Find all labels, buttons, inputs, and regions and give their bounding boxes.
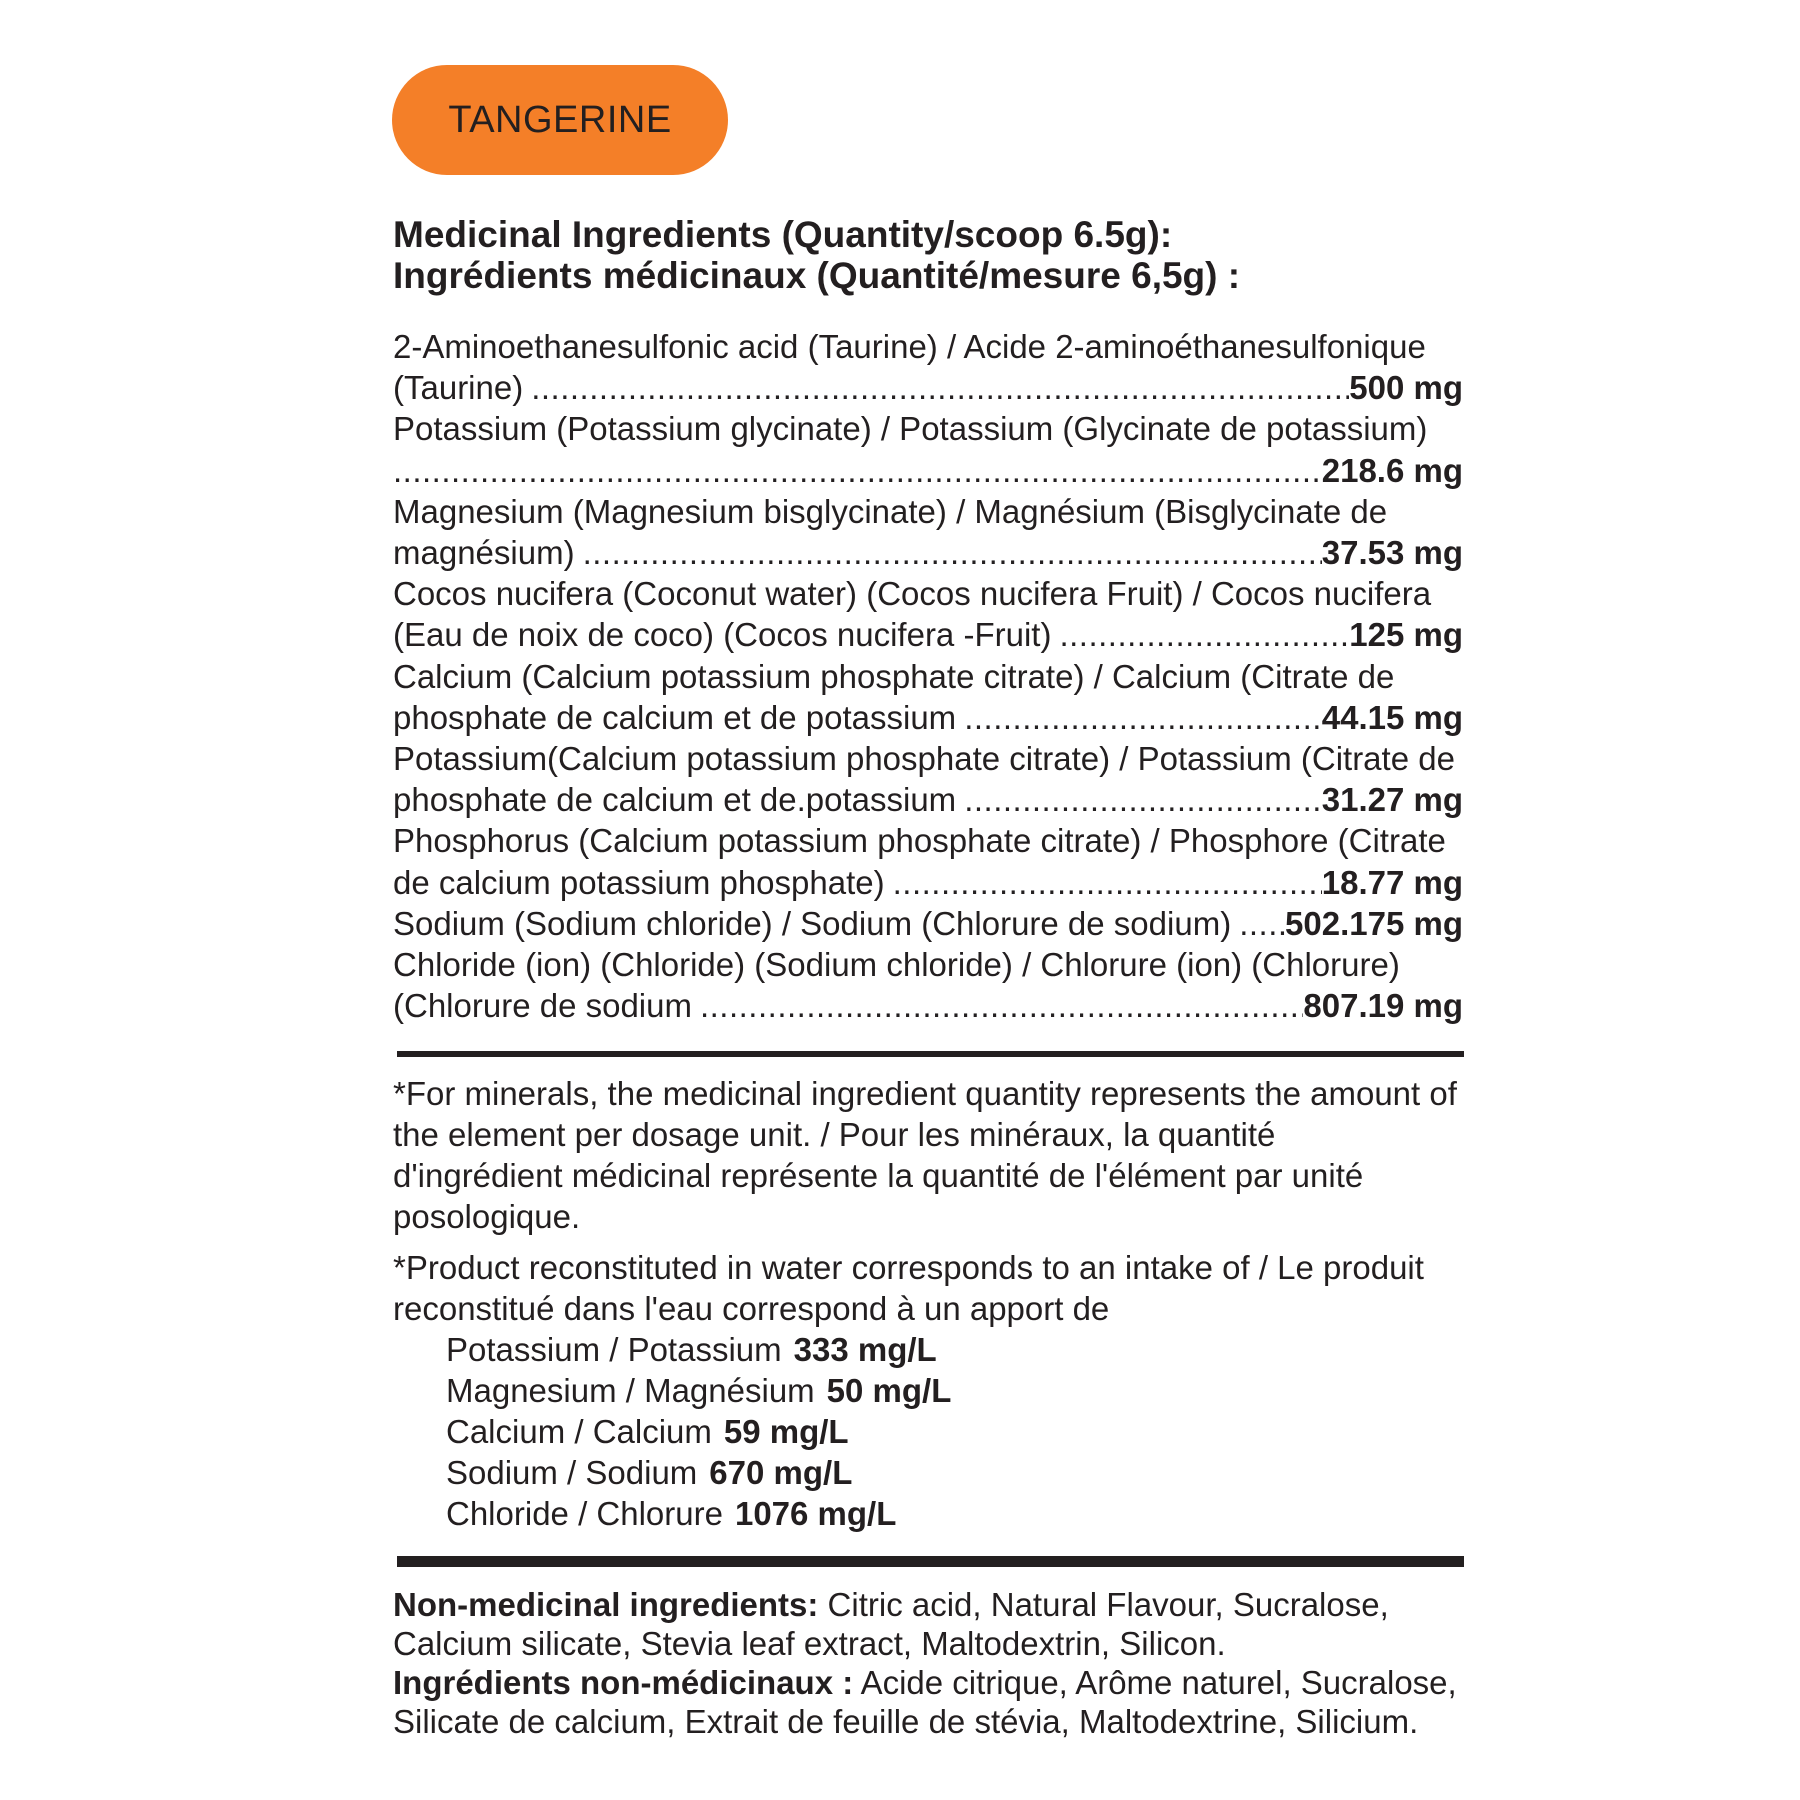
intake-value: 59 mg/L	[723, 1413, 849, 1450]
footnote-line: d'ingrédient médicinal représente la quantité de l'élément par unité	[393, 1157, 1364, 1194]
dot-leader	[583, 532, 1322, 573]
non-medicinal-french-text: Silicate de calcium, Extrait de feuille de stévia, Maltodextrine, Silicium.	[393, 1703, 1419, 1740]
ingredient-amount-line	[393, 532, 1463, 573]
intake-label: Magnesium / Magnésium	[446, 1372, 815, 1409]
non-medicinal-english-text: Calcium silicate, Stevia leaf extract, Maltodextrin, Silicon.	[393, 1625, 1226, 1662]
ingredient-amount: 218.6 mg	[1321, 451, 1463, 489]
dot-leader	[531, 367, 1349, 408]
footnote-line: *For minerals, the medicinal ingredient quantity represents the amount of	[393, 1075, 1457, 1112]
ingredient-amount-line	[393, 367, 1463, 408]
ingredient-text-line: magnésium)	[393, 534, 575, 572]
non-medicinal-french-text: Acide citrique, Arôme naturel, Sucralose,	[860, 1664, 1457, 1701]
footnote-line: the element per dosage unit. / Pour les minéraux, la quantité	[393, 1116, 1276, 1153]
dot-leader	[700, 985, 1303, 1026]
ingredient-text-line: Cocos nucifera (Coconut water) (Cocos nucifera Fruit) / Cocos nucifera	[393, 575, 1432, 613]
ingredient-item	[393, 738, 1463, 820]
non-medicinal-french-line	[393, 1663, 1463, 1702]
intake-value: 670 mg/L	[709, 1454, 853, 1491]
ingredient-amount: 125 mg	[1349, 616, 1463, 654]
intake-label: Sodium / Sodium	[446, 1454, 698, 1491]
ingredient-amount: 37.53 mg	[1321, 534, 1463, 572]
section-divider	[397, 1051, 1464, 1057]
footnotes	[393, 1073, 1463, 1544]
ingredient-text-line: Magnesium (Magnesium bisglycinate) / Magnésium (Bisglycinate de	[393, 492, 1388, 530]
dot-leader	[1059, 614, 1349, 655]
intake-value: 50 mg/L	[826, 1372, 952, 1409]
ingredient-list	[393, 326, 1463, 1026]
flavour-badge: TANGERINE	[392, 65, 728, 175]
heading-english: Medicinal Ingredients (Quantity/scoop 6.5g):	[393, 214, 1173, 255]
non-medicinal-english-label: Non-medicinal ingredients:	[393, 1586, 819, 1623]
intake-list	[409, 1329, 1463, 1534]
ingredient-amount: 44.15 mg	[1321, 698, 1463, 736]
medicinal-ingredients-heading	[393, 214, 1463, 296]
intake-row	[446, 1452, 1463, 1493]
intake-label: Potassium / Potassium	[446, 1331, 782, 1368]
intake-value: 1076 mg/L	[734, 1495, 897, 1532]
ingredient-item	[393, 573, 1463, 655]
intake-row	[446, 1370, 1463, 1411]
dot-leader	[393, 450, 1322, 491]
ingredient-item	[393, 408, 1463, 490]
ingredient-text-line: Calcium (Calcium potassium phosphate citrate) / Calcium (Citrate de	[393, 657, 1395, 695]
ingredient-item	[393, 820, 1463, 902]
non-medicinal-english-text: Citric acid, Natural Flavour, Sucralose,	[827, 1586, 1389, 1623]
dot-leader	[964, 779, 1322, 820]
ingredient-text-line: phosphate de calcium et de potassium	[393, 698, 957, 736]
footnote-minerals	[393, 1073, 1463, 1237]
ingredient-amount-line	[393, 779, 1463, 820]
dot-leader	[964, 697, 1322, 738]
footnote-line: reconstitué dans l'eau correspond à un apport de	[393, 1290, 1110, 1327]
footnote-line: posologique.	[393, 1198, 581, 1235]
ingredient-text-line: Potassium(Calcium potassium phosphate citrate) / Potassium (Citrate de	[393, 740, 1455, 778]
intake-row	[446, 1493, 1463, 1534]
heading-french: Ingrédients médicinaux (Quantité/mesure 6,5g) :	[393, 255, 1241, 296]
ingredient-amount-line	[393, 450, 1463, 491]
ingredient-amount: 31.27 mg	[1321, 781, 1463, 819]
intake-row	[446, 1411, 1463, 1452]
dot-leader	[1239, 903, 1285, 944]
ingredient-amount-line	[393, 614, 1463, 655]
ingredient-text-line: (Taurine)	[393, 369, 524, 407]
ingredient-text-line: (Chlorure de sodium	[393, 987, 692, 1025]
ingredient-amount-line	[393, 985, 1463, 1026]
non-medicinal-french-label: Ingrédients non-médicinaux :	[393, 1664, 854, 1701]
ingredient-amount-line	[393, 903, 1463, 944]
ingredient-amount: 502.175 mg	[1285, 904, 1463, 942]
ingredient-text-line: Potassium (Potassium glycinate) / Potassium (Glycinate de potassium)	[393, 410, 1428, 448]
ingredient-text-line: Sodium (Sodium chloride) / Sodium (Chlorure de sodium)	[393, 904, 1232, 942]
ingredient-text-line: 2-Aminoethanesulfonic acid (Taurine) / Acide 2-aminoéthanesulfonique	[393, 328, 1426, 365]
intake-label: Calcium / Calcium	[446, 1413, 712, 1450]
ingredient-text-line: Phosphorus (Calcium potassium phosphate citrate) / Phosphore (Citrate	[393, 822, 1446, 860]
dot-leader	[893, 862, 1322, 903]
intake-label: Chloride / Chlorure	[446, 1495, 723, 1532]
intake-value: 333 mg/L	[793, 1331, 937, 1368]
section-divider	[397, 1556, 1464, 1567]
ingredient-amount: 807.19 mg	[1303, 987, 1463, 1025]
non-medicinal-english-line	[393, 1585, 1463, 1624]
ingredient-text-line: (Eau de noix de coco) (Cocos nucifera -Fruit)	[393, 616, 1052, 654]
ingredient-item	[393, 491, 1463, 573]
ingredient-amount: 500 mg	[1349, 369, 1463, 407]
non-medicinal-ingredients	[393, 1585, 1463, 1741]
ingredient-text-line: Chloride (ion) (Chloride) (Sodium chloride) / Chlorure (ion) (Chlorure)	[393, 946, 1400, 984]
ingredient-amount: 18.77 mg	[1321, 863, 1463, 901]
footnote-reconstituted	[393, 1247, 1463, 1534]
intake-row	[446, 1329, 1463, 1370]
ingredient-text-line: phosphate de calcium et de.potassium	[393, 781, 957, 819]
ingredient-text-line: de calcium potassium phosphate)	[393, 863, 885, 901]
ingredient-item	[393, 903, 1463, 944]
ingredient-item	[393, 656, 1463, 738]
ingredient-item	[393, 944, 1463, 1026]
footnote-line: *Product reconstituted in water corresponds to an intake of / Le produit	[393, 1249, 1424, 1286]
ingredient-amount-line	[393, 862, 1463, 903]
ingredient-item	[393, 326, 1463, 408]
ingredient-amount-line	[393, 697, 1463, 738]
